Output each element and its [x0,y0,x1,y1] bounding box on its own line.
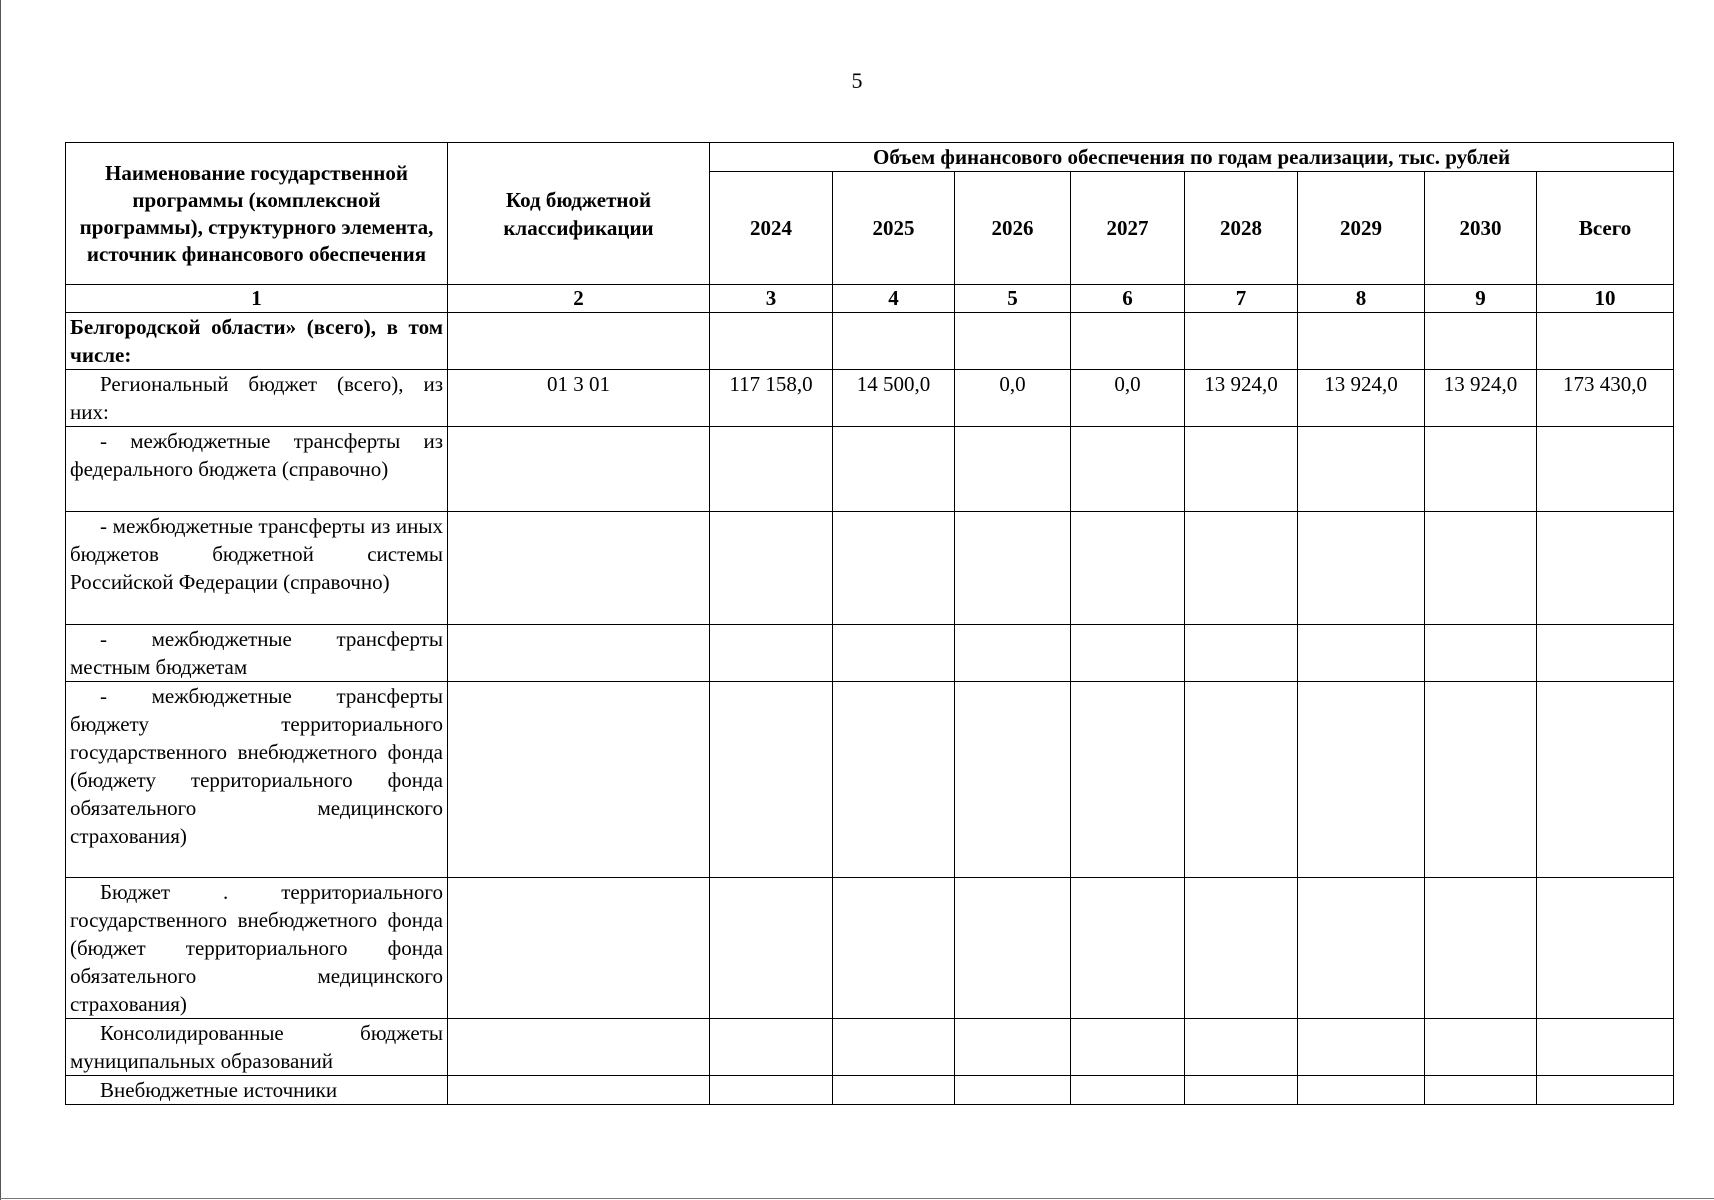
column-number: 2 [448,285,710,313]
row-value [833,1019,955,1076]
row-name: - межбюджетные трансферты бюджету территориального государственного внебюджетного фонда (бюджету территориального фонда обязательного медицинского страхования) [66,682,448,878]
row-value [1537,1019,1674,1076]
row-value [1537,878,1674,1019]
row-value: 173 430,0 [1537,370,1674,427]
column-number: 3 [710,285,833,313]
row-value [833,427,955,512]
row-value [1425,878,1537,1019]
row-value [1185,427,1298,512]
column-number: 9 [1425,285,1537,313]
row-value: 13 924,0 [1185,370,1298,427]
row-value [1071,313,1185,370]
table-row [66,370,1674,427]
row-value [710,427,833,512]
header-year: 2029 [1298,172,1425,285]
row-value [833,1076,955,1105]
row-value [1298,1076,1425,1105]
row-code [448,625,710,682]
row-value: 13 924,0 [1298,370,1425,427]
row-value [1071,512,1185,625]
row-value [1298,512,1425,625]
row-value [833,313,955,370]
row-value [1071,1019,1185,1076]
header-total: Всего [1537,172,1674,285]
row-value [955,625,1071,682]
header-year: 2026 [955,172,1071,285]
row-value [955,1076,1071,1105]
row-value [833,878,955,1019]
row-value [833,512,955,625]
row-name: Региональный бюджет (всего), из них: [66,370,448,427]
row-code: 01 3 01 [448,370,710,427]
row-value [1185,682,1298,878]
row-value: 0,0 [955,370,1071,427]
row-value [833,625,955,682]
row-value [1185,1019,1298,1076]
row-value [1071,878,1185,1019]
column-number: 6 [1071,285,1185,313]
financing-table [65,142,1674,1105]
row-value [1425,313,1537,370]
row-name: Консолидированные бюджеты муниципальных образований [66,1019,448,1076]
row-code [448,1019,710,1076]
row-value [1071,625,1185,682]
row-value [1425,427,1537,512]
row-value [1298,313,1425,370]
header-year: 2030 [1425,172,1537,285]
table-row [66,625,1674,682]
scan-edge-left [0,0,1,1200]
header-name: Наименование государственной программы (комплексной программы), структурного элемента, источник финансового обеспечения [66,143,448,285]
row-value: 0,0 [1071,370,1185,427]
row-value [1185,878,1298,1019]
row-value [710,512,833,625]
table-row [66,1076,1674,1105]
row-name: - межбюджетные трансферты из иных бюджетов бюджетной системы Российской Федерации (справочно) [66,512,448,625]
row-name: Бюджет . территориального государственного внебюджетного фонда (бюджет территориального фонда обязательного медицинского страхования) [66,878,448,1019]
row-value [1185,1076,1298,1105]
row-value [1537,625,1674,682]
row-value [1071,427,1185,512]
row-value [710,625,833,682]
row-code [448,427,710,512]
header-year: 2028 [1185,172,1298,285]
row-value [955,512,1071,625]
row-value: 13 924,0 [1425,370,1537,427]
row-value [1185,625,1298,682]
row-value [1298,625,1425,682]
row-value [1298,682,1425,878]
row-value [1071,1076,1185,1105]
row-value [1537,512,1674,625]
row-name: - межбюджетные трансферты местным бюджетам [66,625,448,682]
row-value [1537,313,1674,370]
row-code [448,512,710,625]
row-value [955,313,1071,370]
row-value [1425,1076,1537,1105]
row-name: Белгородской области» (всего), в том числе: [66,313,448,370]
column-number: 7 [1185,285,1298,313]
row-code [448,1076,710,1105]
row-value [955,427,1071,512]
header-year: 2024 [710,172,833,285]
column-number: 4 [833,285,955,313]
row-code [448,878,710,1019]
header-volume-group: Объем финансового обеспечения по годам реализации, тыс. рублей [710,143,1674,172]
header-year: 2025 [833,172,955,285]
row-code [448,682,710,878]
row-value [710,313,833,370]
row-value: 117 158,0 [710,370,833,427]
row-name: Внебюджетные источники [66,1076,448,1105]
row-value [710,682,833,878]
table-row [66,878,1674,1019]
row-value [1298,878,1425,1019]
row-value [1425,512,1537,625]
row-value [710,878,833,1019]
table-row [66,1019,1674,1076]
row-value [955,1019,1071,1076]
row-value [1185,512,1298,625]
column-number-row [66,285,1674,313]
row-value [955,682,1071,878]
table-row [66,313,1674,370]
table-row [66,682,1674,878]
page-number: 5 [851,68,863,93]
row-value [1071,682,1185,878]
row-value [1537,427,1674,512]
scan-edge-bottom [0,1198,1714,1199]
row-value [1298,1019,1425,1076]
row-value [1425,625,1537,682]
row-value [955,878,1071,1019]
header-code: Код бюджетной классификации [448,143,710,285]
table-row [66,427,1674,512]
row-value [1425,682,1537,878]
row-value [1185,313,1298,370]
row-value [710,1019,833,1076]
row-value [1537,1076,1674,1105]
table-row [66,512,1674,625]
header-year: 2027 [1071,172,1185,285]
row-code [448,313,710,370]
row-value [833,682,955,878]
row-name: - межбюджетные трансферты из федерального бюджета (справочно) [66,427,448,512]
row-value [1537,682,1674,878]
column-number: 1 [66,285,448,313]
row-value: 14 500,0 [833,370,955,427]
column-number: 8 [1298,285,1425,313]
row-value [710,1076,833,1105]
column-number: 5 [955,285,1071,313]
row-value [1425,1019,1537,1076]
row-value [1298,427,1425,512]
header-row-top [66,143,1674,172]
column-number: 10 [1537,285,1674,313]
